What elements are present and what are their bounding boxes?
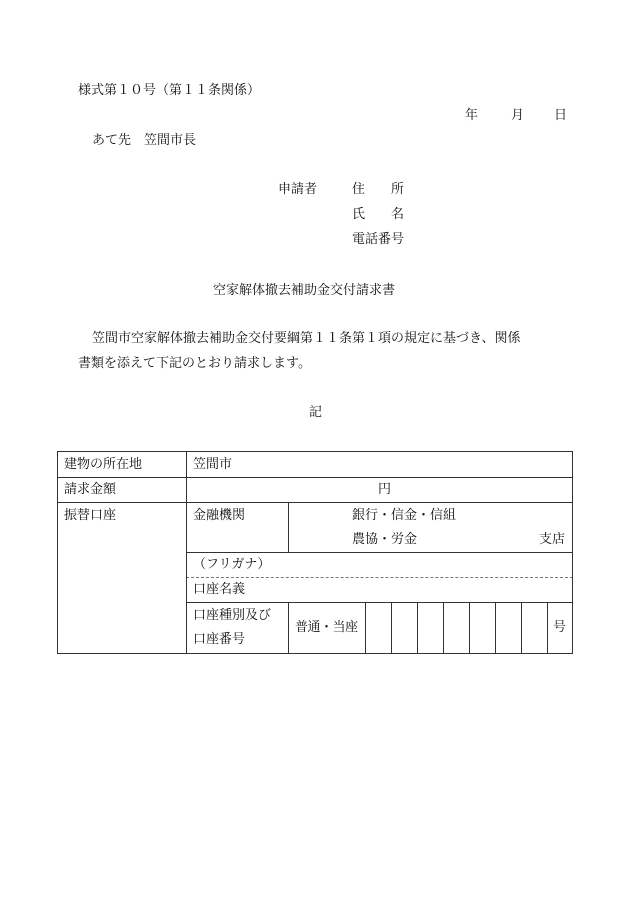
table-line [186, 552, 573, 553]
table-line [57, 451, 573, 452]
table-line [417, 602, 418, 654]
document-title: 空家解体撤去補助金交付請求書 [213, 283, 396, 298]
transfer-account-label: 振替口座 [64, 508, 117, 523]
table-line [572, 451, 573, 654]
table-line [443, 602, 444, 654]
table-line [186, 451, 187, 654]
table-line [288, 502, 289, 553]
amount-unit: 円 [378, 482, 392, 497]
date-year-label: 年 [465, 108, 479, 123]
table-line [288, 602, 289, 654]
form-number: 様式第１０号（第１１条関係） [78, 83, 261, 98]
table-line [469, 602, 470, 654]
address-label: 住 所 [352, 182, 405, 197]
table-line [495, 602, 496, 654]
ki-heading: 記 [309, 405, 323, 420]
location-label: 建物の所在地 [64, 457, 143, 472]
table-line [57, 451, 58, 654]
table-line [186, 602, 573, 603]
location-value: 笠間市 [193, 457, 233, 472]
number-suffix: 号 [553, 620, 567, 635]
furigana-label: （フリガナ） [193, 557, 271, 572]
date-day-label: 日 [554, 108, 568, 123]
date-month-label: 月 [511, 108, 525, 123]
account-type-options: 普通・当座 [295, 620, 358, 635]
bank-options-2: 農協・労金 [352, 532, 418, 547]
table-line [57, 502, 573, 503]
account-type-label-1: 口座種別及び [193, 608, 272, 623]
body-text-line2: 書類を添えて下記のとおり請求します。 [78, 356, 311, 371]
branch-suffix: 支店 [539, 532, 566, 547]
table-line [391, 602, 392, 654]
table-line [57, 477, 573, 478]
bank-options-1: 銀行・信金・信組 [352, 508, 457, 523]
addressee: あて先 笠間市長 [92, 133, 197, 148]
table-line [521, 602, 522, 654]
table-line [365, 602, 366, 654]
bank-label: 金融機関 [193, 508, 246, 523]
applicant-label: 申請者 [278, 182, 318, 197]
amount-label: 請求金額 [64, 482, 117, 497]
account-name-label: 口座名義 [193, 582, 246, 597]
table-dashed-line [186, 577, 573, 578]
table-line [547, 602, 548, 654]
phone-label: 電話番号 [352, 232, 405, 247]
body-text-line1: 笠間市空家解体撤去補助金交付要綱第１１条第１項の規定に基づき、関係 [92, 331, 521, 346]
account-type-label-2: 口座番号 [193, 632, 246, 647]
name-label: 氏 名 [352, 207, 405, 222]
